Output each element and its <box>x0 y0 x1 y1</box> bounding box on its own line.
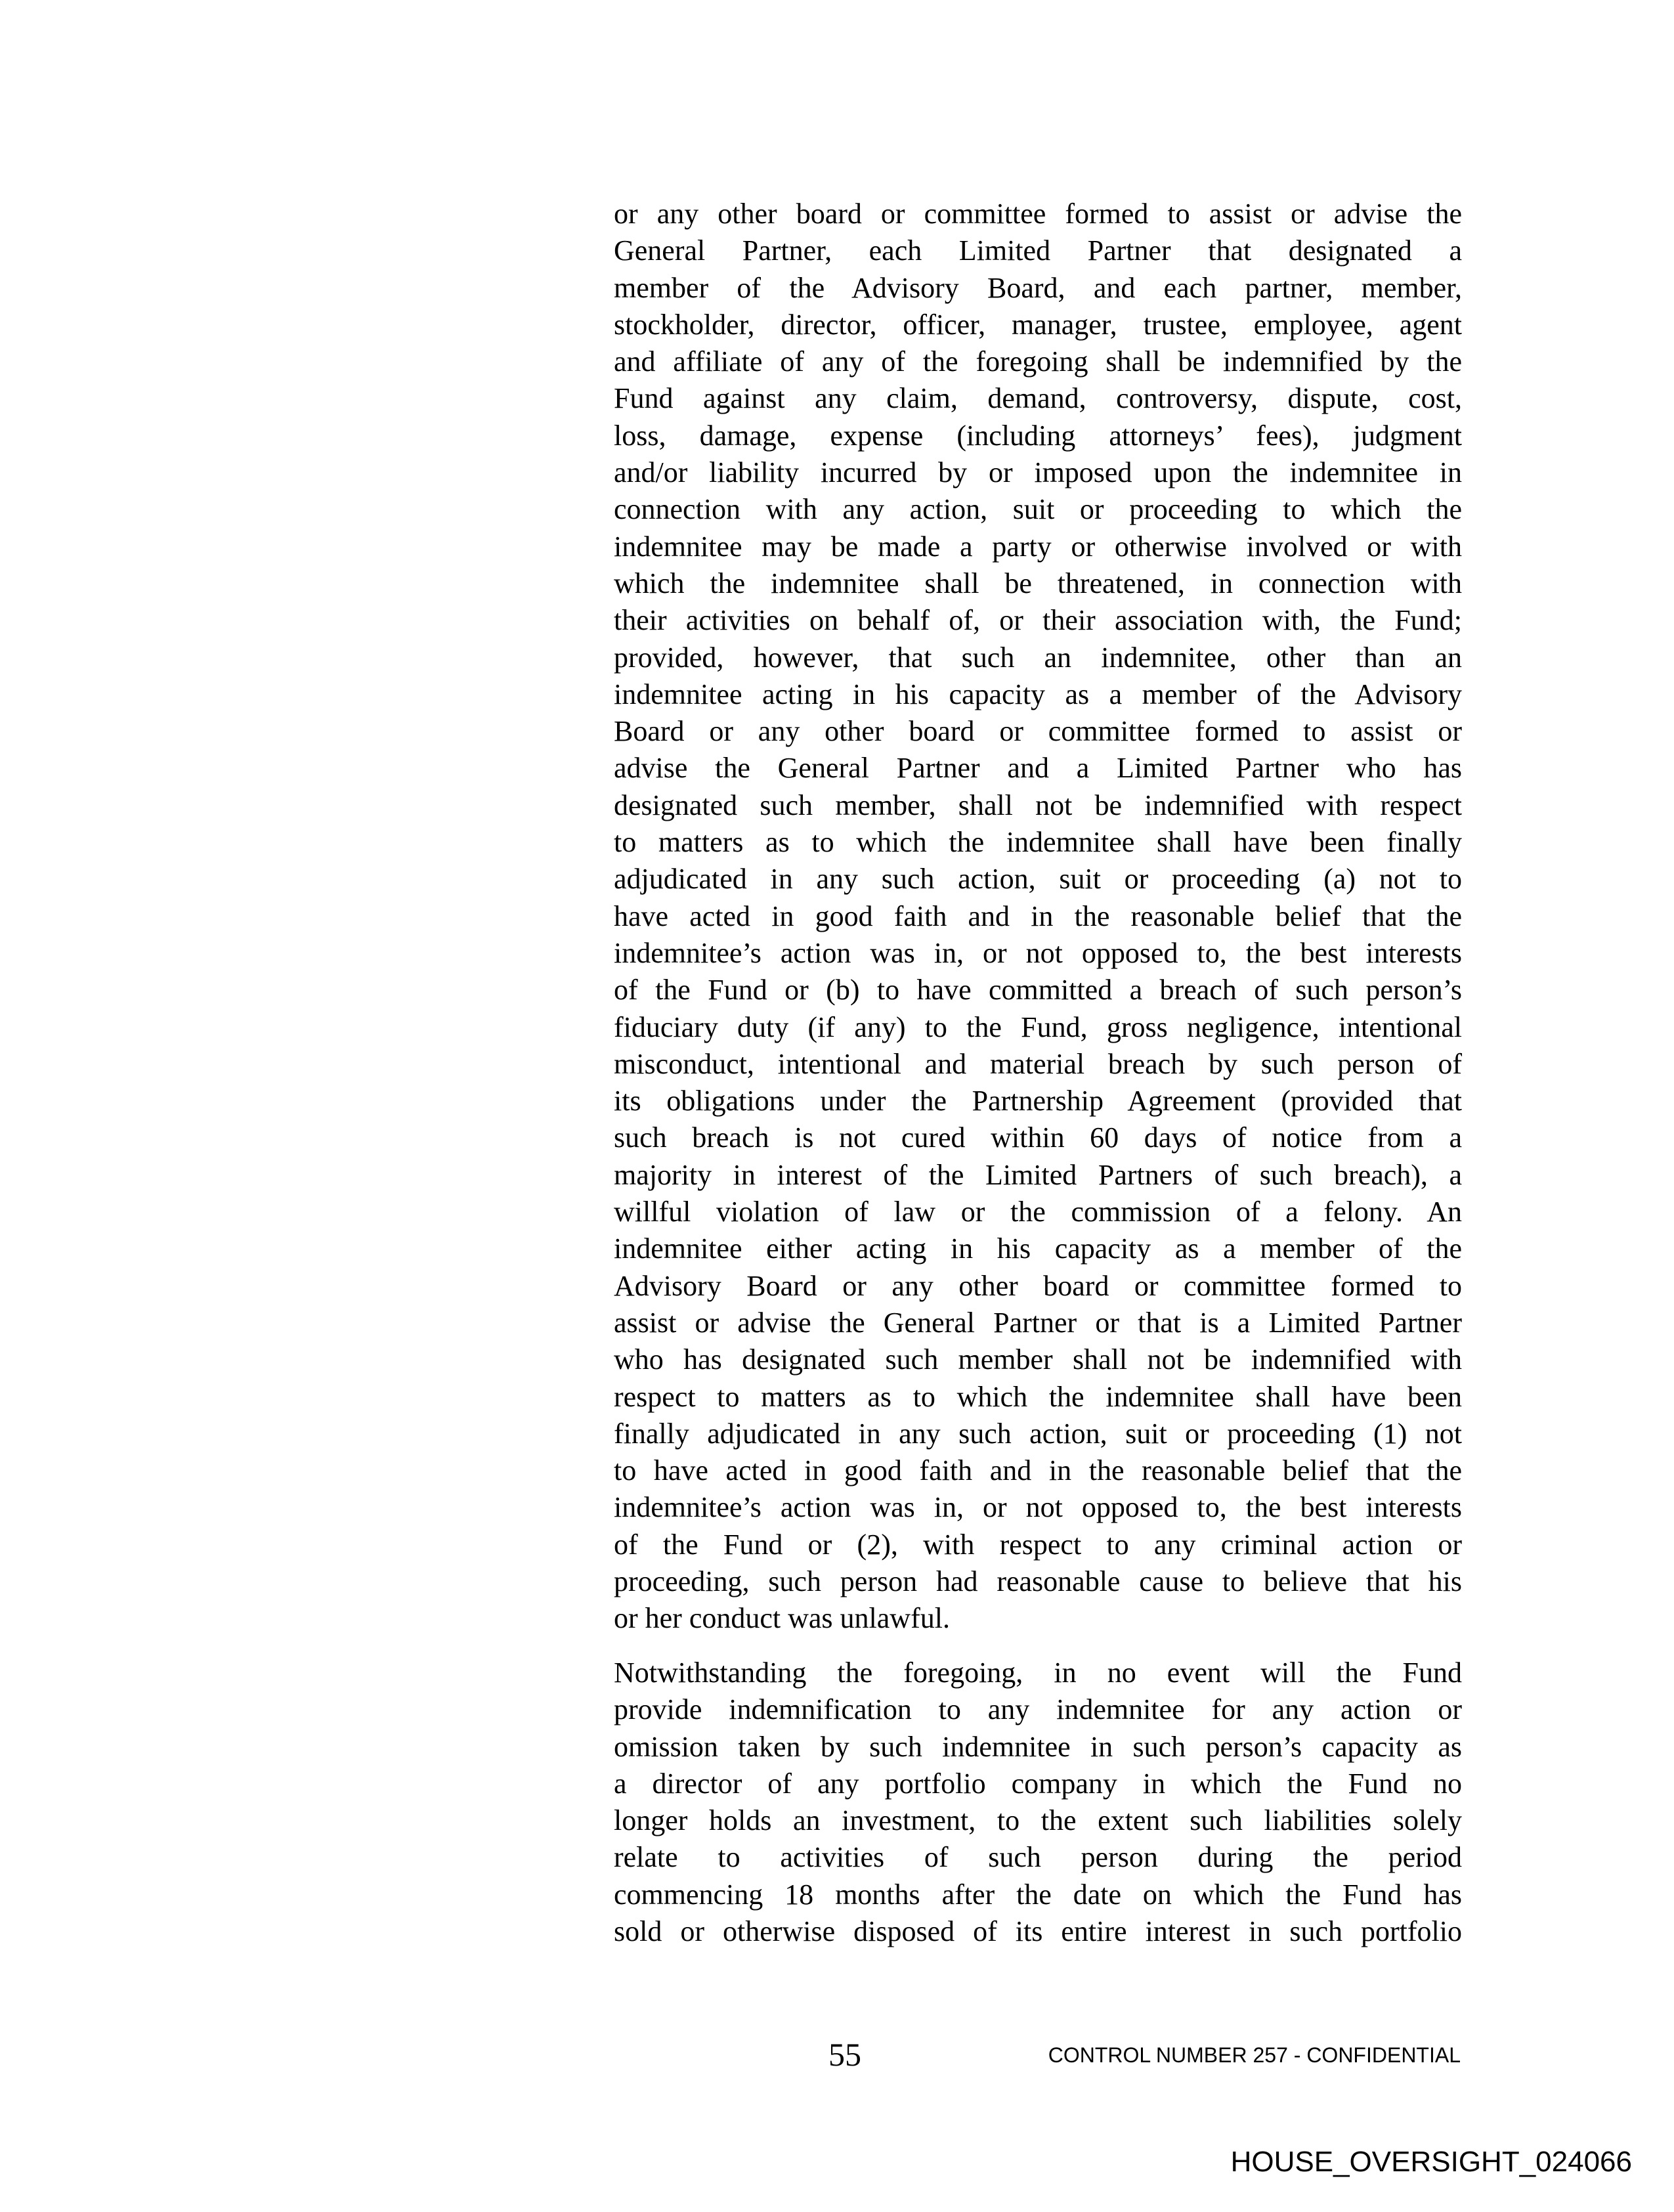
text-line: stockholder, director, officer, manager, trustee, employee, agent <box>614 308 1462 341</box>
text-line: finally adjudicated in any such action, suit or proceeding (1) not <box>614 1417 1462 1450</box>
bates-number: HOUSE_OVERSIGHT_024066 <box>1230 2146 1632 2178</box>
text-line: provided, however, that such an indemnitee, other than an <box>614 641 1462 674</box>
text-line: indemnitee either acting in his capacity as a member of the <box>614 1232 1462 1265</box>
text-line: proceeding, such person had reasonable cause to believe that his <box>614 1565 1462 1597</box>
text-line: willful violation of law or the commission of a felony. An <box>614 1196 1462 1228</box>
text-line: indemnitee’s action was in, or not opposed to, the best interests <box>614 936 1462 969</box>
text-line: which the indemnitee shall be threatened, in connection with <box>614 567 1462 599</box>
text-line: fiduciary duty (if any) to the Fund, gross negligence, intentional <box>614 1010 1462 1043</box>
body-paragraph-2 <box>614 1655 1462 1950</box>
text-line: commencing 18 months after the date on which the Fund has <box>614 1878 1462 1911</box>
text-line: indemnitee may be made a party or otherwise involved or with <box>614 530 1462 563</box>
text-line: or her conduct was unlawful. <box>614 1602 950 1635</box>
text-line: adjudicated in any such action, suit or proceeding (a) not to <box>614 863 1462 896</box>
page-number: 55 <box>828 2036 861 2073</box>
text-line: indemnitee acting in his capacity as a member of the Advisory <box>614 678 1462 710</box>
text-line: a director of any portfolio company in which the Fund no <box>614 1767 1462 1800</box>
text-line: respect to matters as to which the indemnitee shall have been <box>614 1380 1462 1413</box>
text-line: of the Fund or (b) to have committed a breach of such person’s <box>614 974 1462 1007</box>
text-line: misconduct, intentional and material breach by such person of <box>614 1047 1462 1080</box>
text-line: such breach is not cured within 60 days of notice from a <box>614 1121 1462 1154</box>
text-line: designated such member, shall not be indemnified with respect <box>614 789 1462 821</box>
text-line: who has designated such member shall not be indemnified with <box>614 1343 1462 1376</box>
text-line: sold or otherwise disposed of its entire interest in such portfolio <box>614 1915 1462 1948</box>
text-line: Fund against any claim, demand, controversy, dispute, cost, <box>614 382 1462 415</box>
text-line: to have acted in good faith and in the reasonable belief that the <box>614 1454 1462 1487</box>
text-line: General Partner, each Limited Partner that designated a <box>614 234 1462 267</box>
text-line: Board or any other board or committee formed to assist or <box>614 715 1462 748</box>
text-line: loss, damage, expense (including attorneys’ fees), judgment <box>614 419 1462 452</box>
text-line: have acted in good faith and in the reasonable belief that the <box>614 900 1462 932</box>
body-paragraph-1 <box>614 196 1462 1637</box>
text-line: member of the Advisory Board, and each partner, member, <box>614 271 1462 304</box>
text-line: omission taken by such indemnitee in such person’s capacity as <box>614 1730 1462 1763</box>
text-line: relate to activities of such person during the period <box>614 1841 1462 1874</box>
text-line: majority in interest of the Limited Partners of such breach), a <box>614 1158 1462 1191</box>
text-line: longer holds an investment, to the extent such liabilities solely <box>614 1804 1462 1837</box>
text-line: and affiliate of any of the foregoing shall be indemnified by the <box>614 345 1462 378</box>
text-line: advise the General Partner and a Limited Partner who has <box>614 752 1462 785</box>
text-line: their activities on behalf of, or their association with, the Fund; <box>614 604 1462 637</box>
text-line: connection with any action, suit or proceeding to which the <box>614 493 1462 526</box>
text-line: its obligations under the Partnership Agreement (provided that <box>614 1085 1462 1117</box>
text-line: indemnitee’s action was in, or not opposed to, the best interests <box>614 1491 1462 1524</box>
text-line: and/or liability incurred by or imposed upon the indemnitee in <box>614 456 1462 489</box>
text-line: of the Fund or (2), with respect to any criminal action or <box>614 1528 1462 1561</box>
text-line: Notwithstanding the foregoing, in no event will the Fund <box>614 1657 1462 1689</box>
text-line: or any other board or committee formed to assist or advise the <box>614 198 1462 230</box>
text-line: provide indemnification to any indemnitee for any action or <box>614 1693 1462 1726</box>
text-line: assist or advise the General Partner or that is a Limited Partner <box>614 1306 1462 1339</box>
text-line: to matters as to which the indemnitee shall have been finally <box>614 826 1462 859</box>
text-line: Advisory Board or any other board or committee formed to <box>614 1269 1462 1302</box>
control-number-label: CONTROL NUMBER 257 - CONFIDENTIAL <box>1048 2043 1461 2067</box>
